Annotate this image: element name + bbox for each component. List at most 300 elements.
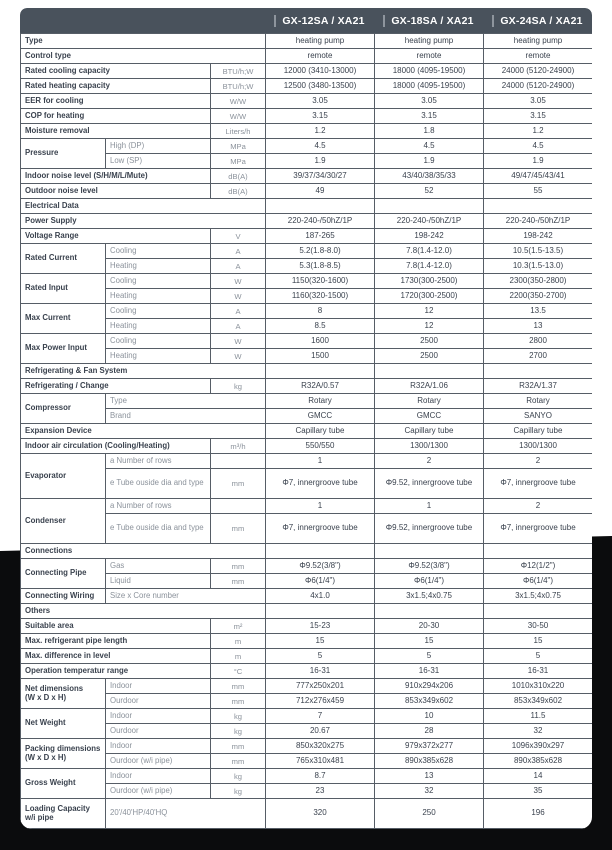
spec-value: 1.9 [484, 154, 593, 169]
section-label [21, 604, 266, 619]
row-label [21, 304, 106, 334]
spec-value: 220-240-/50hZ/1P [266, 214, 375, 229]
spec-value: 10 [375, 709, 484, 724]
row-label [21, 799, 106, 829]
spec-value: 32 [484, 724, 593, 739]
spec-value: 30-50 [484, 619, 593, 634]
row-sublabel: Cooling [106, 244, 211, 259]
spec-value: 1.9 [375, 154, 484, 169]
row-sublabel: 20'/40'HP/40'HQ [106, 799, 266, 829]
row-unit: MPa [211, 154, 266, 169]
row-unit: mm [211, 679, 266, 694]
row-unit: mm [211, 514, 266, 544]
spec-value: 550/550 [266, 439, 375, 454]
spec-value: 187-265 [266, 229, 375, 244]
row-label [21, 709, 106, 739]
row-unit [211, 454, 266, 469]
row-unit: mm [211, 694, 266, 709]
spec-value: 11.5 [484, 709, 593, 724]
spec-value: 3.15 [266, 109, 375, 124]
row-label-text: Electrical Data [25, 200, 79, 210]
spec-value: Φ7, innergroove tube [266, 469, 375, 499]
spec-value: 7 [266, 709, 375, 724]
row-unit: A [211, 259, 266, 274]
spec-value: Φ7, innergroove tube [484, 469, 593, 499]
model-column-header-3 [483, 15, 592, 27]
spec-value: 13 [484, 319, 593, 334]
row-unit: BTU/h;W [211, 64, 266, 79]
row-label-text: Indoor air circulation (Cooling/Heating) [25, 440, 170, 450]
row-label [21, 379, 211, 394]
spec-value: 250 [375, 799, 484, 829]
spec-value: 10.5(1.5-13.5) [484, 244, 593, 259]
spec-value: 20.67 [266, 724, 375, 739]
row-label-text: Rated heating capacity [25, 80, 110, 90]
spec-value: 15 [266, 634, 375, 649]
column-separator [383, 15, 385, 27]
model-column-header-2 [374, 15, 483, 27]
spec-value [266, 364, 375, 379]
spec-value: 765x310x481 [266, 754, 375, 769]
row-unit [211, 499, 266, 514]
row-unit: kg [211, 709, 266, 724]
spec-value: 12500 (3480-13500) [266, 79, 375, 94]
table-row [21, 514, 593, 544]
spec-value: SANYO [484, 409, 593, 424]
row-sublabel: Heating [106, 319, 211, 334]
spec-value [266, 544, 375, 559]
spec-value: R32A/1.37 [484, 379, 593, 394]
row-unit: mm [211, 574, 266, 589]
table-row [21, 409, 593, 424]
row-sublabel: Ourdoor (w/i pipe) [106, 754, 211, 769]
spec-value: 49/47/45/43/41 [484, 169, 593, 184]
spec-value: 23 [266, 784, 375, 799]
table-row [21, 214, 593, 229]
spec-value [484, 604, 593, 619]
spec-value: 12 [375, 304, 484, 319]
spec-value: 55 [484, 184, 593, 199]
row-label-text: Evaporator [25, 470, 67, 480]
table-row [21, 754, 593, 769]
spec-value: remote [484, 49, 593, 64]
row-sublabel: Brand [106, 409, 266, 424]
spec-value: 198-242 [375, 229, 484, 244]
row-label [21, 334, 106, 364]
table-row [21, 769, 593, 784]
table-row [21, 694, 593, 709]
spec-value: 18000 (4095-19500) [375, 79, 484, 94]
section-label [21, 199, 266, 214]
spec-value: 43/40/38/35/33 [375, 169, 484, 184]
row-label [21, 679, 106, 709]
spec-value: Φ9.52, innergroove tube [375, 469, 484, 499]
row-sublabel: High (DP) [106, 139, 211, 154]
spec-value: Capillary tube [484, 424, 593, 439]
table-row [21, 634, 593, 649]
row-unit: mm [211, 469, 266, 499]
spec-value: Capillary tube [266, 424, 375, 439]
table-row [21, 124, 593, 139]
table-row [21, 649, 593, 664]
row-label-text-2: (W x D x H) [25, 752, 67, 762]
spec-value: 13.5 [484, 304, 593, 319]
spec-value: GMCC [375, 409, 484, 424]
row-unit: m [211, 649, 266, 664]
spec-value: 1 [375, 499, 484, 514]
row-label [21, 139, 106, 169]
row-unit: BTU/h;W [211, 79, 266, 94]
table-row [21, 439, 593, 454]
spec-value [484, 544, 593, 559]
spec-value [266, 199, 375, 214]
spec-value: 198-242 [484, 229, 593, 244]
table-row [21, 589, 593, 604]
spec-value: remote [375, 49, 484, 64]
spec-value: 35 [484, 784, 593, 799]
spec-value: 1.8 [375, 124, 484, 139]
spec-value: 1720(300-2500) [375, 289, 484, 304]
row-label-text: COP for heating [25, 110, 85, 120]
spec-value: Φ7, innergroove tube [266, 514, 375, 544]
row-unit: m² [211, 619, 266, 634]
row-unit: mm [211, 559, 266, 574]
spec-value: Φ9.52, innergroove tube [375, 514, 484, 544]
table-row [21, 304, 593, 319]
row-sublabel: Cooling [106, 334, 211, 349]
row-label-text: Expansion Device [25, 425, 92, 435]
row-label [21, 634, 211, 649]
row-label [21, 34, 266, 49]
spec-value: 1300/1300 [484, 439, 593, 454]
column-separator [274, 15, 276, 27]
row-sublabel: Indoor [106, 769, 211, 784]
table-row [21, 454, 593, 469]
spec-value: 850x320x275 [266, 739, 375, 754]
row-unit: mm [211, 739, 266, 754]
row-unit: °C [211, 664, 266, 679]
row-sublabel: Liquid [106, 574, 211, 589]
row-label [21, 64, 211, 79]
spec-table-body [21, 34, 593, 829]
row-sublabel: Indoor [106, 709, 211, 724]
spec-value [375, 544, 484, 559]
section-row [21, 199, 593, 214]
row-unit: W/W [211, 94, 266, 109]
spec-value: R32A/1.06 [375, 379, 484, 394]
table-row [21, 319, 593, 334]
model-name: GX-12SA / XA21 [282, 14, 365, 27]
spec-value: 15-23 [266, 619, 375, 634]
spec-value: 1010x310x220 [484, 679, 593, 694]
row-unit: kg [211, 379, 266, 394]
row-label-text: Max. refrigerant pipe length [25, 635, 128, 645]
table-row [21, 469, 593, 499]
spec-value: 24000 (5120-24900) [484, 79, 593, 94]
row-label-text: Refrigerating & Fan System [25, 365, 128, 375]
row-label-text-2: w/i pipe [25, 812, 54, 822]
spec-value: 1600 [266, 334, 375, 349]
spec-value: 4.5 [484, 139, 593, 154]
spec-value: 15 [484, 634, 593, 649]
row-unit: m³/h [211, 439, 266, 454]
row-label-text: Power Supply [25, 215, 77, 225]
spec-value: Φ9.52(3/8") [266, 559, 375, 574]
table-row [21, 559, 593, 574]
row-label [21, 229, 211, 244]
spec-value: 4x1.0 [266, 589, 375, 604]
spec-value: 2700 [484, 349, 593, 364]
spec-value: 3.05 [266, 94, 375, 109]
spec-value: 4.5 [375, 139, 484, 154]
spec-value: 16-31 [375, 664, 484, 679]
row-sublabel: e Tube ouside dia and type [106, 469, 211, 499]
spec-value: 1.2 [266, 124, 375, 139]
table-row [21, 184, 593, 199]
spec-value: 1150(320-1600) [266, 274, 375, 289]
row-label-text: Packing dimensions [25, 743, 101, 753]
spec-value: 10.3(1.5-13.0) [484, 259, 593, 274]
row-label [21, 184, 211, 199]
spec-value: 2 [484, 454, 593, 469]
section-row [21, 364, 593, 379]
row-label-text: Refrigerating / Change [25, 380, 109, 390]
row-label [21, 619, 211, 634]
row-label [21, 769, 106, 799]
table-row [21, 424, 593, 439]
model-name: GX-24SA / XA21 [500, 14, 583, 27]
spec-value: 7.8(1.4-12.0) [375, 244, 484, 259]
spec-value: 4.5 [266, 139, 375, 154]
table-row [21, 244, 593, 259]
spec-value: 5.2(1.8-8.0) [266, 244, 375, 259]
spec-value: 979x372x277 [375, 739, 484, 754]
spec-value [375, 364, 484, 379]
row-label-text: Max Power Input [25, 343, 87, 353]
spec-value: 3x1.5;4x0.75 [375, 589, 484, 604]
row-label-text: Type [25, 35, 43, 45]
table-row [21, 154, 593, 169]
spec-value: 5 [266, 649, 375, 664]
row-unit: kg [211, 724, 266, 739]
row-sublabel: Ourdoor (w/i pipe) [106, 784, 211, 799]
row-label-text: Condenser [25, 515, 66, 525]
spec-value: 890x385x628 [375, 754, 484, 769]
row-label-text: Indoor noise level (S/H/M/L/Mute) [25, 170, 148, 180]
table-row [21, 49, 593, 64]
spec-value: 2200(350-2700) [484, 289, 593, 304]
row-label [21, 439, 211, 454]
row-label-text: Operation temperatur range [25, 665, 129, 675]
table-row [21, 139, 593, 154]
spec-value: 196 [484, 799, 593, 829]
spec-value: 24000 (5120-24900) [484, 64, 593, 79]
row-label [21, 664, 211, 679]
spec-value: 5 [484, 649, 593, 664]
row-label-text: Voltage Range [25, 230, 79, 240]
spec-value: 28 [375, 724, 484, 739]
table-row [21, 169, 593, 184]
spec-value: 16-31 [266, 664, 375, 679]
row-sublabel: Low (SP) [106, 154, 211, 169]
spec-value [484, 364, 593, 379]
row-label [21, 109, 211, 124]
spec-value: 16-31 [484, 664, 593, 679]
row-unit: W [211, 334, 266, 349]
row-unit: kg [211, 769, 266, 784]
section-label [21, 544, 266, 559]
spec-value: 712x276x459 [266, 694, 375, 709]
spec-value: Φ7, innergroove tube [484, 514, 593, 544]
row-label-text: Connecting Pipe [25, 568, 87, 578]
spec-value: 1096x390x297 [484, 739, 593, 754]
spec-value: 1500 [266, 349, 375, 364]
spec-value: 2300(350-2800) [484, 274, 593, 289]
spec-sheet-card [20, 8, 592, 829]
section-label [21, 364, 266, 379]
row-label-text: Rated Input [25, 283, 68, 293]
spec-value: 2500 [375, 349, 484, 364]
row-label-text: Moisture removal [25, 125, 90, 135]
spec-value: Capillary tube [375, 424, 484, 439]
table-row [21, 64, 593, 79]
row-sublabel: Cooling [106, 274, 211, 289]
row-sublabel: Heating [106, 289, 211, 304]
row-unit: W [211, 274, 266, 289]
row-label [21, 94, 211, 109]
spec-value: remote [266, 49, 375, 64]
row-label [21, 169, 211, 184]
table-row [21, 739, 593, 754]
table-row [21, 664, 593, 679]
table-row [21, 499, 593, 514]
row-label-text: Max Current [25, 313, 71, 323]
table-row [21, 724, 593, 739]
table-row [21, 709, 593, 724]
row-sublabel: Type [106, 394, 266, 409]
row-unit: Liters/h [211, 124, 266, 139]
table-row [21, 334, 593, 349]
row-label-text: Connections [25, 545, 73, 555]
table-row [21, 574, 593, 589]
spec-value: 1160(320-1500) [266, 289, 375, 304]
spec-value: 12 [375, 319, 484, 334]
spec-value: 3.15 [484, 109, 593, 124]
spec-value: 7.8(1.4-12.0) [375, 259, 484, 274]
table-row [21, 799, 593, 829]
row-label [21, 394, 106, 424]
row-label-text: Max. difference in level [25, 650, 111, 660]
row-label [21, 559, 106, 589]
spec-value: 2500 [375, 334, 484, 349]
row-label-text: Net Weight [25, 718, 66, 728]
spec-value: 2 [375, 454, 484, 469]
row-label-text: Gross Weight [25, 778, 76, 788]
row-sublabel: Size x Core number [106, 589, 266, 604]
table-row [21, 34, 593, 49]
row-label [21, 79, 211, 94]
spec-value: 3.15 [375, 109, 484, 124]
row-label-text: Rated Current [25, 253, 77, 263]
table-row [21, 109, 593, 124]
row-unit: A [211, 244, 266, 259]
row-unit: kg [211, 784, 266, 799]
row-sublabel: Indoor [106, 679, 211, 694]
row-sublabel: Gas [106, 559, 211, 574]
spec-value: 14 [484, 769, 593, 784]
spec-value: 8 [266, 304, 375, 319]
spec-value: 49 [266, 184, 375, 199]
row-label-text: Others [25, 605, 51, 615]
model-name: GX-18SA / XA21 [391, 14, 474, 27]
row-label-text: Net dimensions [25, 683, 84, 693]
spec-value: GMCC [266, 409, 375, 424]
spec-value: 15 [375, 634, 484, 649]
spec-value [375, 604, 484, 619]
row-unit: V [211, 229, 266, 244]
spec-value: 220-240-/50hZ/1P [484, 214, 593, 229]
spec-value: heating pump [375, 34, 484, 49]
spec-value: 20-30 [375, 619, 484, 634]
spec-value: heating pump [266, 34, 375, 49]
spec-value: 1 [266, 499, 375, 514]
row-label [21, 244, 106, 274]
spec-value: Φ12(1/2") [484, 559, 593, 574]
row-unit: dB(A) [211, 169, 266, 184]
spec-value: R32A/0.57 [266, 379, 375, 394]
spec-value: 1730(300-2500) [375, 274, 484, 289]
spec-value: 1.9 [266, 154, 375, 169]
table-row [21, 94, 593, 109]
row-label [21, 124, 211, 139]
row-label [21, 274, 106, 304]
row-label [21, 454, 106, 499]
row-label [21, 649, 211, 664]
row-label-text: Compressor [25, 403, 71, 413]
table-row [21, 394, 593, 409]
spec-value: 52 [375, 184, 484, 199]
spec-value: Rotary [375, 394, 484, 409]
row-unit: A [211, 304, 266, 319]
row-label [21, 214, 266, 229]
table-row [21, 679, 593, 694]
spec-value: 39/37/34/30/27 [266, 169, 375, 184]
spec-value: Rotary [266, 394, 375, 409]
spec-value [484, 199, 593, 214]
row-label-text: Suitable area [25, 620, 74, 630]
spec-value: 853x349x602 [375, 694, 484, 709]
spec-value: 2 [484, 499, 593, 514]
table-row [21, 349, 593, 364]
row-unit: dB(A) [211, 184, 266, 199]
spec-value: 8.7 [266, 769, 375, 784]
table-row [21, 79, 593, 94]
spec-value: 2800 [484, 334, 593, 349]
table-header [20, 8, 592, 33]
row-label [21, 49, 266, 64]
row-sublabel: Heating [106, 349, 211, 364]
spec-value: 1.2 [484, 124, 593, 139]
row-label-text: Loading Capacity [25, 803, 90, 813]
spec-value: 5 [375, 649, 484, 664]
row-sublabel: e Tube ouside dia and type [106, 514, 211, 544]
row-sublabel: a Number of rows [106, 454, 211, 469]
table-row [21, 229, 593, 244]
row-unit: MPa [211, 139, 266, 154]
row-label [21, 499, 106, 544]
table-row [21, 784, 593, 799]
spec-value: Rotary [484, 394, 593, 409]
